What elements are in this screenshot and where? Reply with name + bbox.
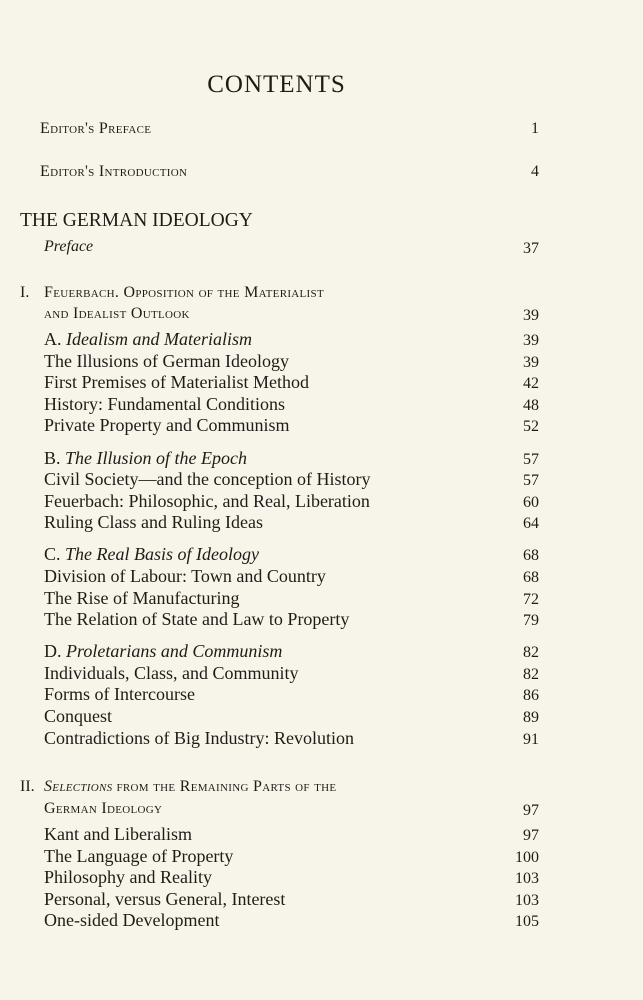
section-d-page: 82: [523, 644, 539, 661]
book-preface-page: 37: [523, 240, 539, 257]
toc-entry-page: 105: [515, 913, 539, 930]
toc-entry-page: 52: [523, 418, 539, 435]
toc-entry: History: Fundamental Conditions: [44, 394, 285, 414]
toc-entry-page: 68: [523, 569, 539, 586]
part-1-numeral: I.: [20, 284, 30, 301]
toc-entry: Individuals, Class, and Community: [44, 663, 299, 683]
section-d-name: Proletarians and Communism: [66, 641, 283, 661]
section-c-page: 68: [523, 547, 539, 564]
book-title: THE GERMAN IDEOLOGY: [20, 210, 253, 231]
toc-entry-page: 39: [523, 354, 539, 371]
toc-entry-page: 64: [523, 515, 539, 532]
toc-entry: Philosophy and Reality: [44, 867, 212, 887]
section-d-title: [44, 642, 282, 660]
toc-entry: The Language of Property: [44, 846, 234, 866]
toc-entry: Ruling Class and Ruling Ideas: [44, 512, 263, 532]
toc-entry-page: 97: [523, 827, 539, 844]
section-a-name: Idealism and Materialism: [66, 329, 252, 349]
editors-introduction-page: 4: [531, 163, 539, 180]
part-2-numeral: II.: [20, 778, 35, 795]
toc-entry: The Rise of Manufacturing: [44, 588, 240, 608]
editors-introduction-label: Editor's Introduction: [40, 163, 188, 180]
toc-entry: Division of Labour: Town and Country: [44, 566, 326, 586]
part-2-heading-italic: Selections: [44, 778, 113, 795]
section-d-letter: D.: [44, 641, 62, 661]
toc-entry: The Illusions of German Ideology: [44, 351, 289, 371]
toc-entry-page: 103: [515, 870, 539, 887]
part-2-heading-rest: from the Remaining Parts of the: [116, 778, 337, 795]
toc-entry-page: 100: [515, 849, 539, 866]
section-b-name: The Illusion of the Epoch: [65, 448, 247, 468]
toc-entry: Private Property and Communism: [44, 415, 290, 435]
section-a-title: [44, 330, 252, 348]
section-c-name: The Real Basis of Ideology: [65, 544, 259, 564]
section-a-page: 39: [523, 332, 539, 349]
part-1-heading-line2: and Idealist Outlook: [44, 305, 190, 322]
part-2-heading-line1: [44, 779, 336, 795]
section-b-page: 57: [523, 451, 539, 468]
toc-entry-page: 91: [523, 731, 539, 748]
section-b-letter: B.: [44, 448, 61, 468]
editors-preface-page: 1: [531, 120, 539, 137]
toc-entry-page: 57: [523, 472, 539, 489]
toc-entry: Personal, versus General, Interest: [44, 889, 286, 909]
toc-entry: Conquest: [44, 706, 113, 726]
toc-entry-page: 42: [523, 375, 539, 392]
toc-entry-page: 79: [523, 612, 539, 629]
toc-entry: First Premises of Materialist Method: [44, 372, 309, 392]
section-a-letter: A.: [44, 329, 62, 349]
section-c-letter: C.: [44, 544, 61, 564]
toc-entry-page: 86: [523, 687, 539, 704]
part-1-heading-line1: Feuerbach. Opposition of the Materialist: [44, 284, 324, 301]
part-1-heading-page: 39: [523, 307, 539, 324]
toc-entry: One-sided Development: [44, 910, 220, 930]
toc-entry-page: 48: [523, 397, 539, 414]
toc-entry: Feuerbach: Philosophic, and Real, Liberation: [44, 491, 370, 511]
section-c-title: [44, 545, 259, 563]
toc-entry: The Relation of State and Law to Property: [44, 609, 350, 629]
toc-entry: Contradictions of Big Industry: Revolution: [44, 728, 354, 748]
editors-preface-label: Editor's Preface: [40, 120, 152, 137]
toc-entry-page: 103: [515, 892, 539, 909]
toc-entry: Kant and Liberalism: [44, 824, 192, 844]
toc-entry: Civil Society—and the conception of History: [44, 469, 371, 489]
toc-entry-page: 89: [523, 709, 539, 726]
toc-entry-page: 82: [523, 666, 539, 683]
toc-entry-page: 72: [523, 591, 539, 608]
toc-entry-page: 60: [523, 494, 539, 511]
page-title: CONTENTS: [207, 71, 346, 98]
part-2-heading-page: 97: [523, 802, 539, 819]
toc-entry: Forms of Intercourse: [44, 684, 195, 704]
section-b-title: [44, 449, 247, 467]
part-2-heading-line2: German Ideology: [44, 800, 163, 817]
book-preface-label: Preface: [44, 238, 94, 255]
